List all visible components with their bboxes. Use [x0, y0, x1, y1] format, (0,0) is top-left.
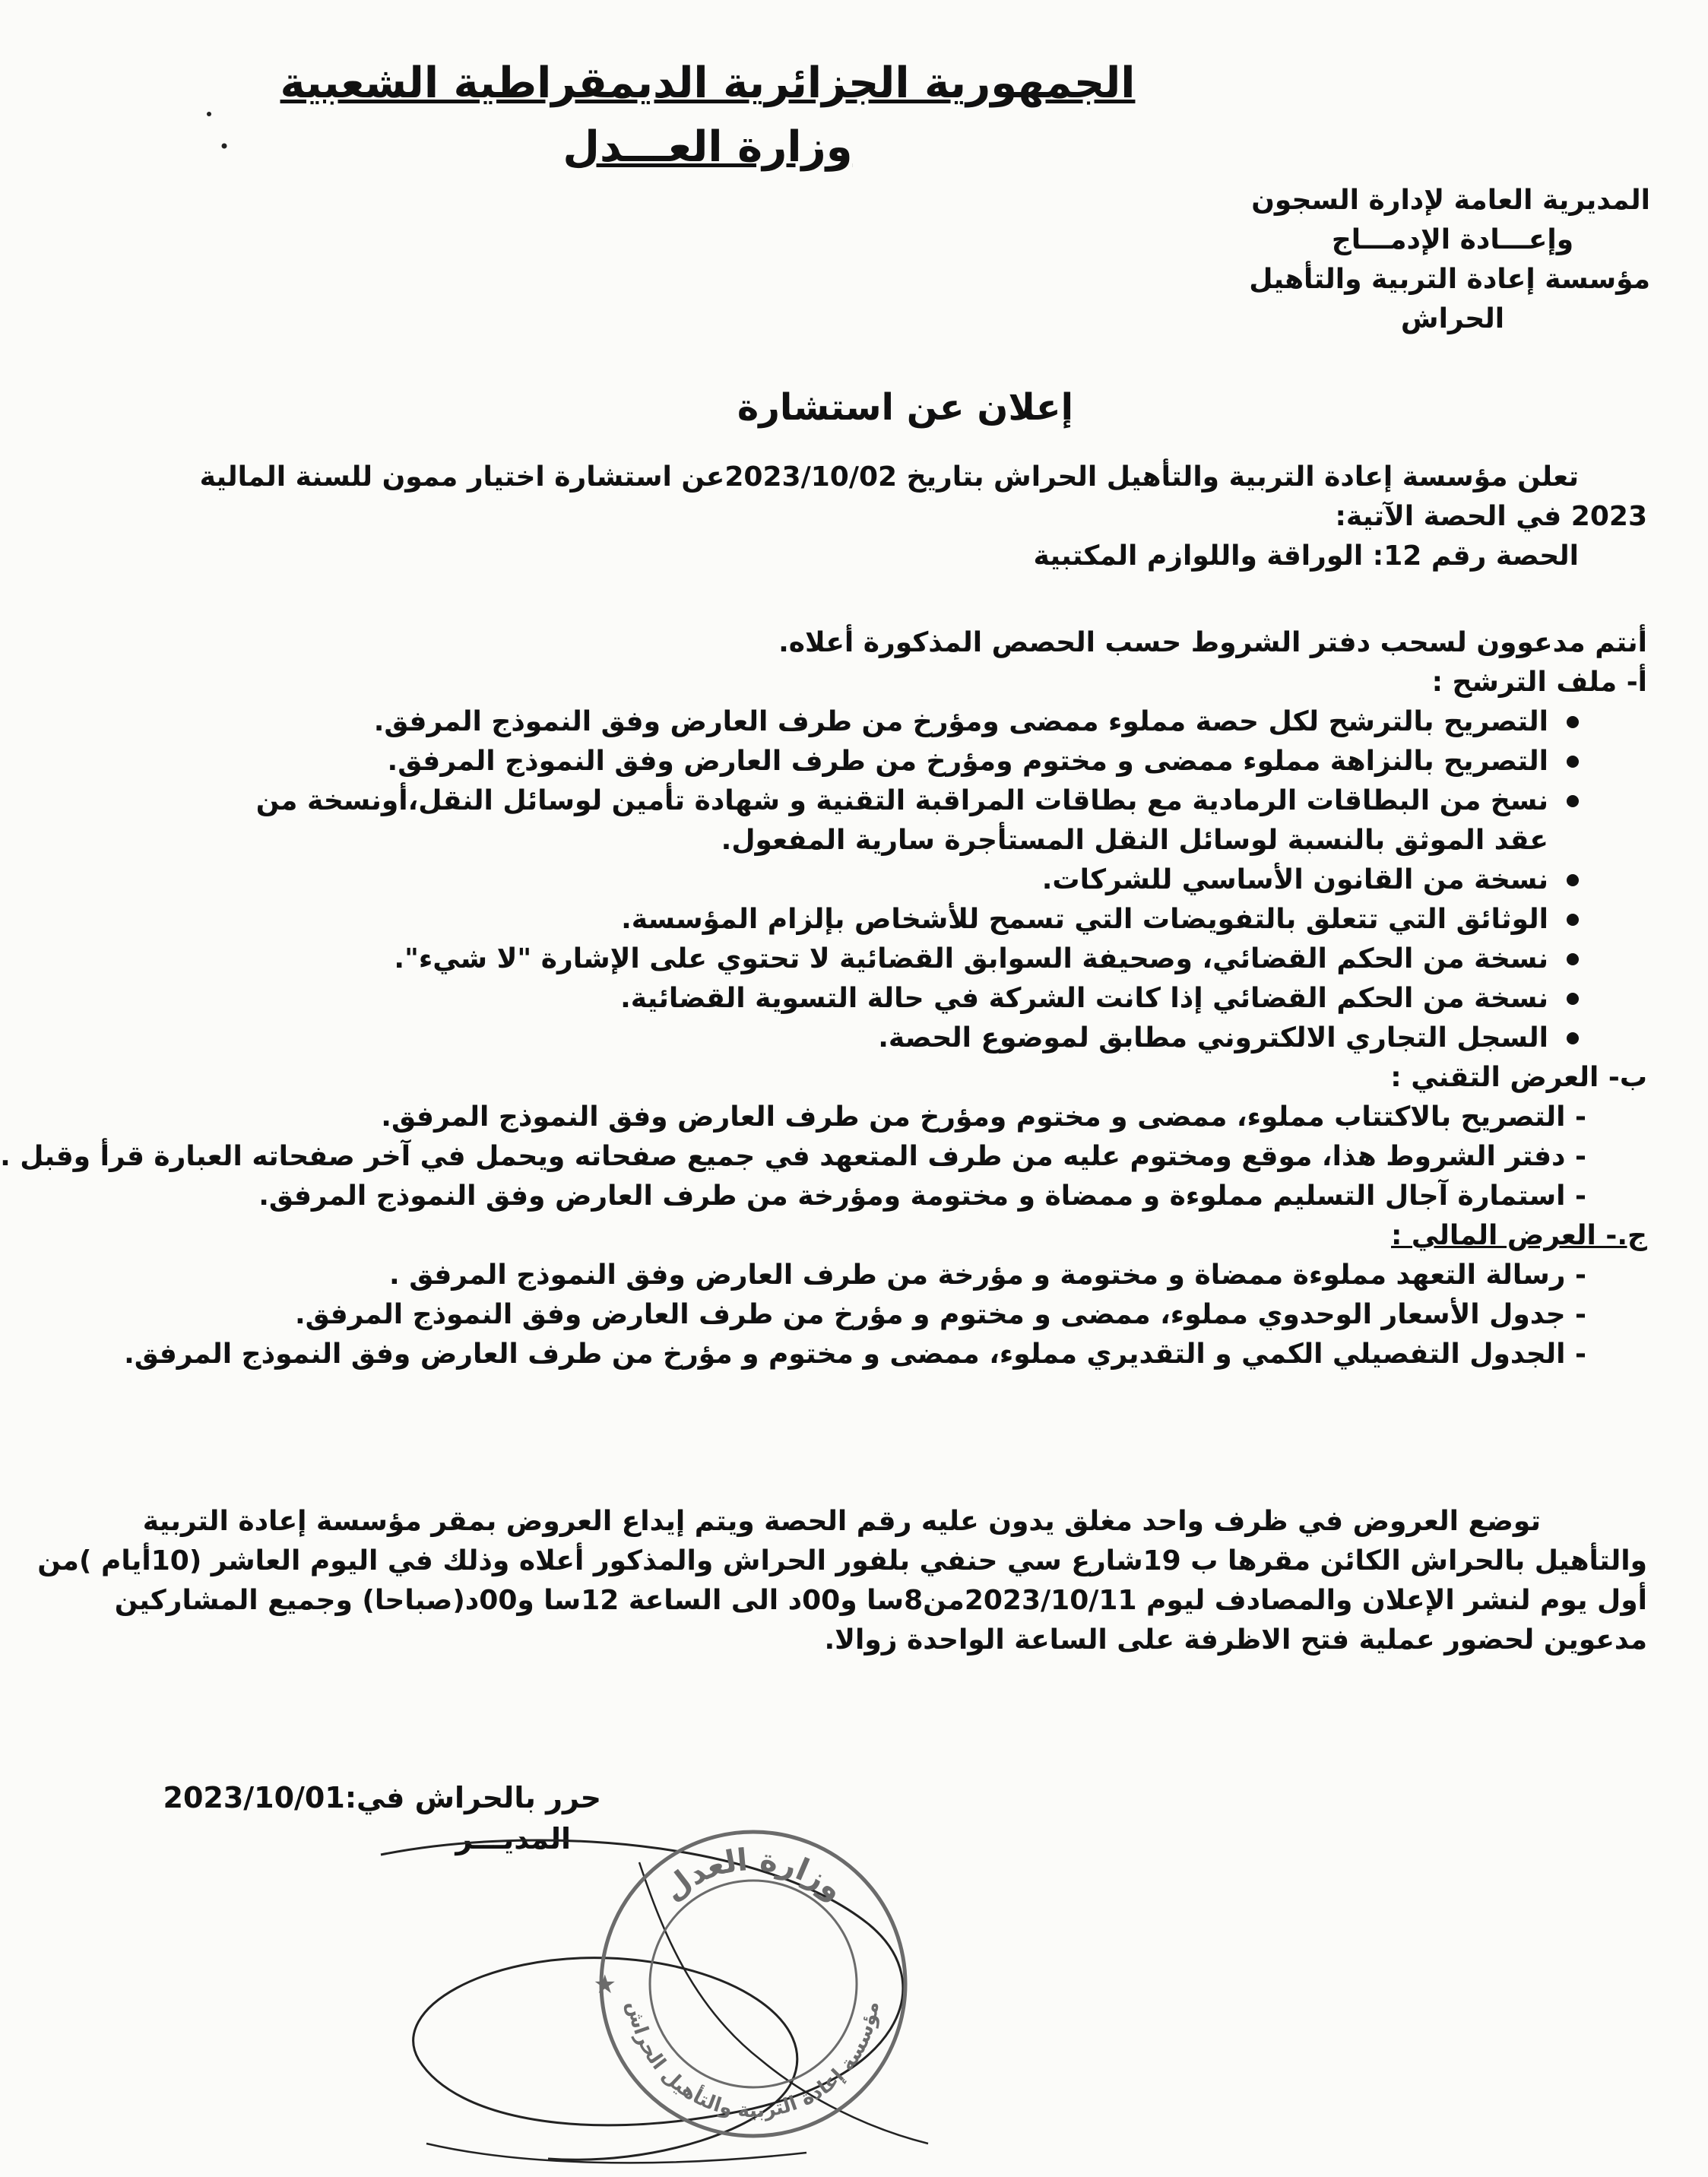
- list-item: نسخة من الحكم القضائي إذا كانت الشركة في حالة التسوية القضائية.: [229, 979, 1647, 1019]
- bullet-icon: [1567, 795, 1579, 807]
- intro-line-1: تعلن مؤسسة إعادة التربية والتأهيل الحراش بتاريخ 2023/10/02عن استشارة اختيار ممون للسنة المالية: [199, 461, 1579, 493]
- bullet-icon: [1567, 756, 1579, 768]
- document-header: [160, 52, 1255, 179]
- list-item: نسخ من البطاقات الرمادية مع بطاقات المراقبة التقنية و شهادة تأمين لوسائل النقل،أونسخة من عقد الموثق بالنسبة لوسائل النقل المستأجرة سارية المفعول.: [229, 781, 1647, 860]
- org-line-4: الحراش: [1400, 303, 1505, 334]
- stamp-outer-text: وزارة العدل: [656, 1842, 851, 1908]
- invite-line: أنتم مدعوون لسحب دفتر الشروط حسب الحصص المذكورة أعلاه.: [778, 627, 1647, 658]
- list-item: - الجدول التفصيلي الكمي و التقديري مملوء، ممضى و مختوم و مؤرخ من طرف العارض وفق النموذج المرفق.: [229, 1335, 1647, 1374]
- stamp-inner-text: مؤسسة إعادة التربية والتأهيل الحراش: [622, 1999, 884, 2123]
- closing-line-4: مدعوين لحضور عملية فتح الاظرفة على الساعة الواحدة زوالا.: [824, 1624, 1647, 1656]
- document-title: إعلان عن استشارة: [737, 386, 1074, 429]
- body-section: [0, 623, 1647, 1374]
- closing-paragraph: [37, 1502, 1647, 1660]
- intro-line-3: الحصة رقم 12: الوراقة واللوازم المكتبية: [1033, 540, 1579, 572]
- list-item: - استمارة آجال التسليم مملوءة و ممضاة و مختومة ومؤرخة من طرف العارض وفق النموذج المرفق.: [229, 1177, 1647, 1216]
- director-title: المديـــر: [455, 1822, 571, 1855]
- list-item: التصريح بالنزاهة مملوء ممضى و مختوم ومؤرخ من طرف العارض وفق النموذج المرفق.: [229, 742, 1647, 781]
- list-item: - جدول الأسعار الوحدوي مملوء، ممضى و مختوم و مؤرخ من طرف العارض وفق النموذج المرفق.: [229, 1295, 1647, 1335]
- svg-text:وزارة العدل: [657, 1843, 851, 1908]
- org-line-1: المديرية العامة لإدارة السجون: [1251, 185, 1650, 216]
- section-b-heading: ب- العرض التقني :: [1390, 1062, 1647, 1093]
- closing-line-2: والتأهيل بالحراش الكائن مقرها ب 19شارع سي حنفي بلفور الحراش والمذكور أعلاه وذلك في اليوم العاشر (10أيام )من: [37, 1545, 1647, 1577]
- org-line-2: وإعـــادة الإدمـــاج: [1331, 224, 1574, 255]
- intro-paragraph: [199, 458, 1647, 576]
- official-stamp: [586, 1817, 921, 2151]
- org-line-3: مؤسسة إعادة التربية والتأهيل: [1249, 264, 1650, 295]
- place-date: حرر بالحراش في:2023/10/01: [163, 1781, 601, 1814]
- list-item: - رسالة التعهد مملوءة ممضاة و مختومة و مؤرخة من طرف العارض وفق النموذج المرفق .: [229, 1256, 1647, 1295]
- list-item: التصريح بالترشح لكل حصة مملوء ممضى ومؤرخ من طرف العارض وفق النموذج المرفق.: [229, 702, 1647, 742]
- list-item: نسخة من القانون الأساسي للشركات.: [229, 860, 1647, 900]
- closing-line-3: أول يوم لنشر الإعلان والمصادف ليوم 2023/10/11من8سا و00د الى الساعة 12سا و00د(صباحا) وجميع المشاركين: [114, 1585, 1647, 1616]
- list-item: نسخة من الحكم القضائي، وصحيفة السوابق القضائية لا تحتوي على الإشارة "لا شيء".: [229, 940, 1647, 979]
- list-item: - التصريح بالاكتتاب مملوء، ممضى و مختوم ومؤرخ من طرف العارض وفق النموذج المرفق.: [229, 1098, 1647, 1137]
- bullet-icon: [1567, 874, 1579, 886]
- intro-line-2: 2023 في الحصة الآتية:: [1335, 501, 1647, 532]
- republic-name: الجمهورية الجزائرية الديمقراطية الشعبية: [280, 59, 1136, 108]
- section-c-heading: ج.- العرض المالي :: [1390, 1220, 1647, 1251]
- closing-line-1: توضع العروض في ظرف واحد مغلق يدون عليه رقم الحصة ويتم إيداع العروض بمقر مؤسسة إعادة التربية: [142, 1506, 1541, 1537]
- list-item: الوثائق التي تتعلق بالتفويضات التي تسمح للأشخاص بإلزام المؤسسة.: [229, 900, 1647, 940]
- ministry-name: وزارة العـــدل: [562, 122, 853, 172]
- bullet-icon: [1567, 953, 1579, 965]
- bullet-icon: [1567, 914, 1579, 926]
- list-item: - دفتر الشروط هذا، موقع ومختوم عليه من طرف المتعهد في جميع صفحاته ويحمل في آخر صفحاته العبارة قرأ وقبل .: [229, 1137, 1647, 1177]
- bullet-icon: [1567, 993, 1579, 1005]
- section-a-heading: أ- ملف الترشح :: [1431, 667, 1647, 698]
- star-icon: ★: [593, 1969, 616, 2000]
- bullet-icon: [1567, 1032, 1579, 1044]
- issuing-organization: [1249, 181, 1650, 339]
- bullet-icon: [1567, 716, 1579, 728]
- list-item: السجل التجاري الالكتروني مطابق لموضوع الحصة.: [229, 1019, 1647, 1058]
